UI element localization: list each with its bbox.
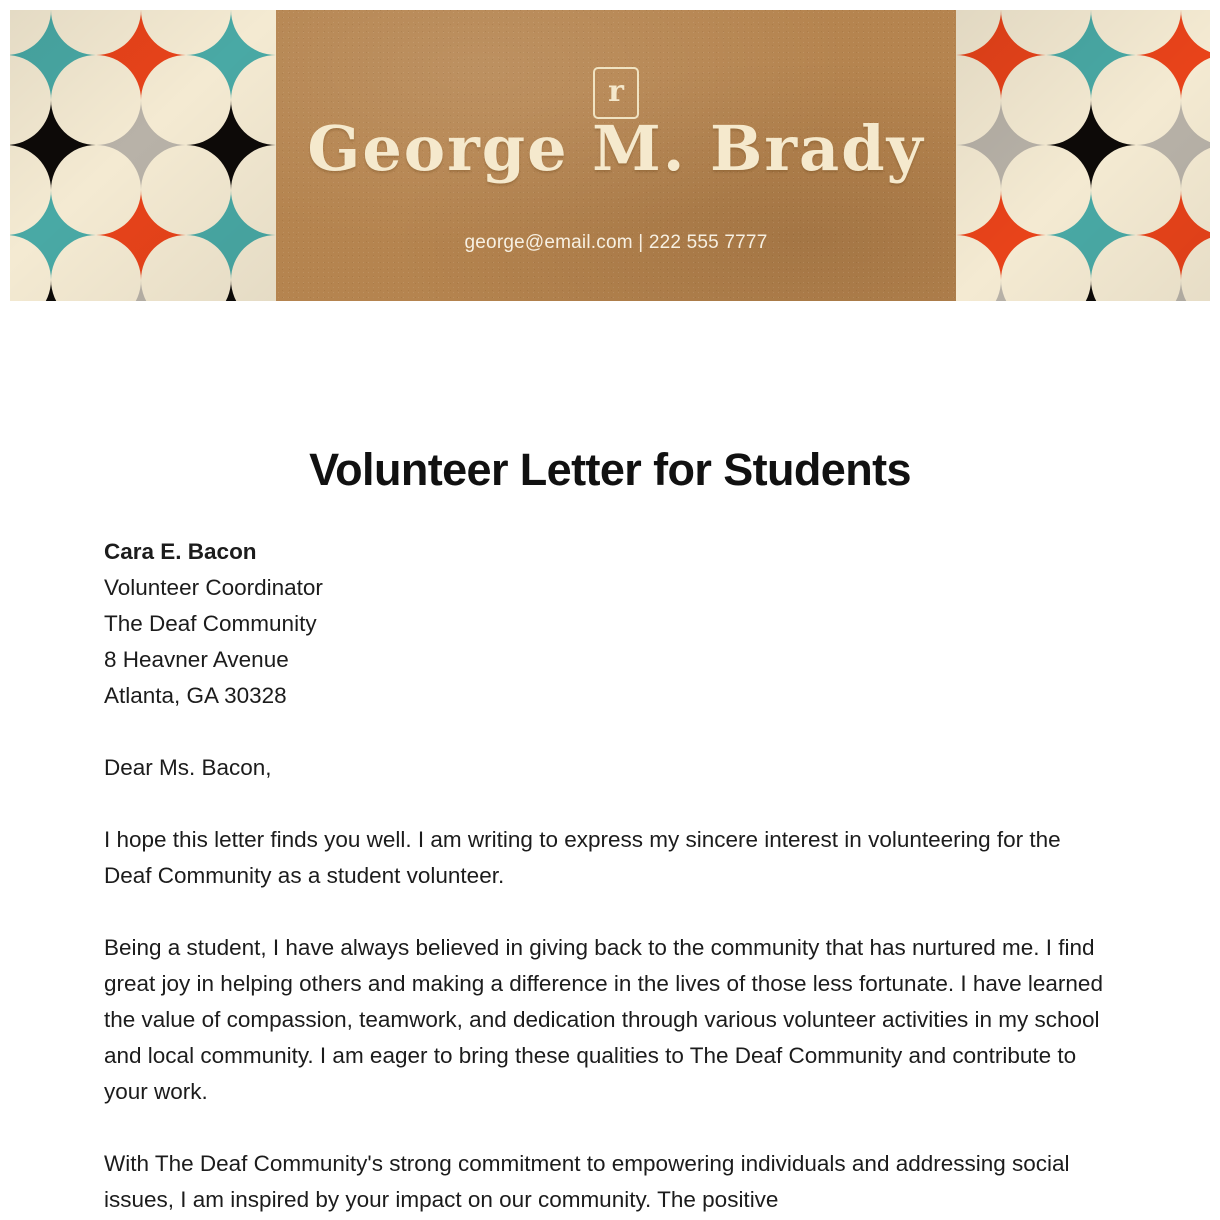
- spacer: [104, 786, 1104, 822]
- salutation: Dear Ms. Bacon,: [104, 755, 272, 780]
- recipient-street: 8 Heavner Avenue: [104, 647, 289, 672]
- geometric-circle-pattern-svg: [10, 10, 276, 301]
- recipient-name: Cara E. Bacon: [104, 539, 257, 564]
- monogram-letter: r: [608, 74, 624, 109]
- letter-paragraph: With The Deaf Community's strong commitment to empowering individuals and addressing social issues, I am inspired by your impact on our community. The positive: [104, 1151, 1070, 1212]
- sender-name: George M. Brady: [307, 112, 925, 185]
- letter-paragraph: Being a student, I have always believed in giving back to the community that has nurtured me. I find great joy in helping others and making a difference in the lives of those less fortunate. I have learned the value of compassion, teamwork, and dedication through various volunteer activities in my school and local community. I am eager to bring these qualities to The Deaf Community and contribute to your work.: [104, 935, 1103, 1104]
- geometric-circle-pattern-svg: [956, 10, 1210, 301]
- recipient-organization: The Deaf Community: [104, 611, 317, 636]
- sender-contact: george@email.com | 222 555 7777: [464, 232, 768, 253]
- recipient-city-state-zip: Atlanta, GA 30328: [104, 683, 287, 708]
- letter-body: [104, 534, 1104, 1218]
- spacer: [104, 1110, 1104, 1146]
- spacer: [104, 714, 1104, 750]
- decorative-pattern-right: [956, 10, 1210, 301]
- recipient-job-title: Volunteer Coordinator: [104, 575, 323, 600]
- page-title: Volunteer Letter for Students: [309, 444, 911, 496]
- name-banner: [276, 10, 956, 301]
- spacer: [104, 894, 1104, 930]
- decorative-pattern-left: [10, 10, 276, 301]
- recipient-address-block: [104, 534, 1104, 714]
- letter-paragraph: I hope this letter finds you well. I am writing to express my sincere interest in volunteering for the Deaf Community as a student volunteer.: [104, 827, 1061, 888]
- letterhead-header: [0, 0, 1220, 301]
